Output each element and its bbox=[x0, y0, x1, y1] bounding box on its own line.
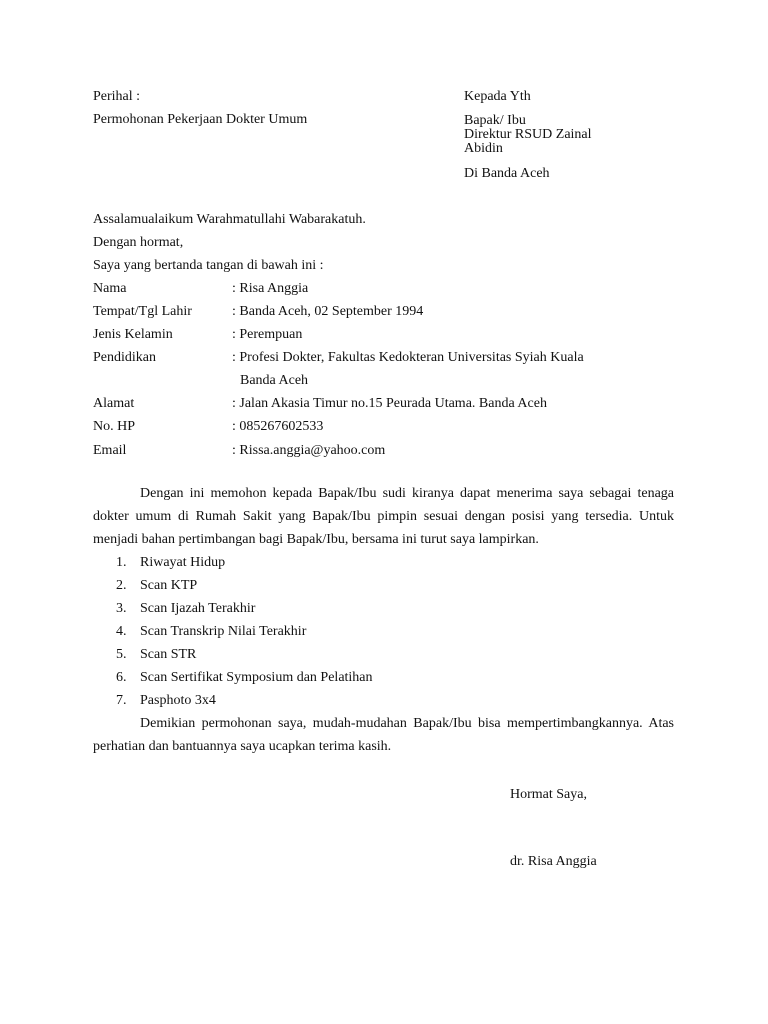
field-label: Alamat bbox=[93, 396, 135, 411]
list-item-number: 5. bbox=[116, 647, 127, 662]
field-value: : 085267602533 bbox=[232, 419, 324, 434]
field-value: : Rissa.anggia@yahoo.com bbox=[232, 443, 386, 458]
list-item-number: 2. bbox=[116, 578, 127, 593]
list-item-number: 3. bbox=[116, 601, 127, 616]
recipient-line-2: Direktur RSUD Zainal bbox=[464, 127, 592, 142]
closing-paragraph bbox=[93, 712, 674, 758]
salutation: Dengan hormat, bbox=[93, 235, 184, 250]
list-item-number: 4. bbox=[116, 624, 127, 639]
intro-line: Saya yang bertanda tangan di bawah ini : bbox=[93, 258, 324, 273]
field-label: Tempat/Tgl Lahir bbox=[93, 304, 192, 319]
field-value: : Profesi Dokter, Fakultas Kedokteran Universitas Syiah Kuala bbox=[232, 350, 584, 365]
recipient-location: Di Banda Aceh bbox=[464, 166, 550, 181]
field-value: : Risa Anggia bbox=[232, 281, 309, 296]
field-label: Jenis Kelamin bbox=[93, 327, 173, 342]
body-paragraph bbox=[93, 482, 674, 552]
list-item-number: 1. bbox=[116, 555, 127, 570]
list-item: Pasphoto 3x4 bbox=[140, 693, 216, 708]
list-item: Riwayat Hidup bbox=[140, 555, 226, 570]
field-label: Email bbox=[93, 443, 127, 458]
list-item: Scan Transkrip Nilai Terakhir bbox=[140, 624, 307, 639]
closing-paragraph-text: Demikian permohonan saya, mudah-mudahan Bapak/Ibu bisa mempertimbangkannya. Atas perhatian dan bantuannya saya ucapkan terima kasih. bbox=[93, 716, 674, 755]
field-value: : Perempuan bbox=[232, 327, 303, 342]
list-item-number: 7. bbox=[116, 693, 127, 708]
field-value: : Banda Aceh, 02 September 1994 bbox=[232, 304, 424, 319]
recipient-line-3: Abidin bbox=[464, 141, 503, 156]
list-item: Scan Sertifikat Symposium dan Pelatihan bbox=[140, 670, 373, 685]
subject-text: Permohonan Pekerjaan Dokter Umum bbox=[93, 112, 308, 127]
field-label: Pendidikan bbox=[93, 350, 156, 365]
list-item: Scan STR bbox=[140, 647, 197, 662]
body-paragraph-text: Dengan ini memohon kepada Bapak/Ibu sudi kiranya dapat menerima saya sebagai tenaga dokter umum di Rumah Sakit yang Bapak/Ibu pimpin sesuai dengan posisi yang tersedia. Untuk menjadi bahan pertimbangan bagi Bapak/Ibu, bersama ini turut saya lampirkan. bbox=[93, 486, 674, 548]
list-item-number: 6. bbox=[116, 670, 127, 685]
field-value: : Jalan Akasia Timur no.15 Peurada Utama. Banda Aceh bbox=[232, 396, 547, 411]
signature-name: dr. Risa Anggia bbox=[510, 854, 597, 869]
list-item: Scan Ijazah Terakhir bbox=[140, 601, 256, 616]
field-value-continuation: Banda Aceh bbox=[240, 373, 309, 388]
field-label: Nama bbox=[93, 281, 127, 296]
signoff: Hormat Saya, bbox=[510, 787, 587, 802]
list-item: Scan KTP bbox=[140, 578, 198, 593]
field-label: No. HP bbox=[93, 419, 136, 434]
recipient-to: Kepada Yth bbox=[464, 89, 531, 104]
greeting: Assalamualaikum Warahmatullahi Wabarakatuh. bbox=[93, 212, 366, 227]
subject-label: Perihal : bbox=[93, 89, 141, 104]
recipient-line-1: Bapak/ Ibu bbox=[464, 113, 526, 128]
